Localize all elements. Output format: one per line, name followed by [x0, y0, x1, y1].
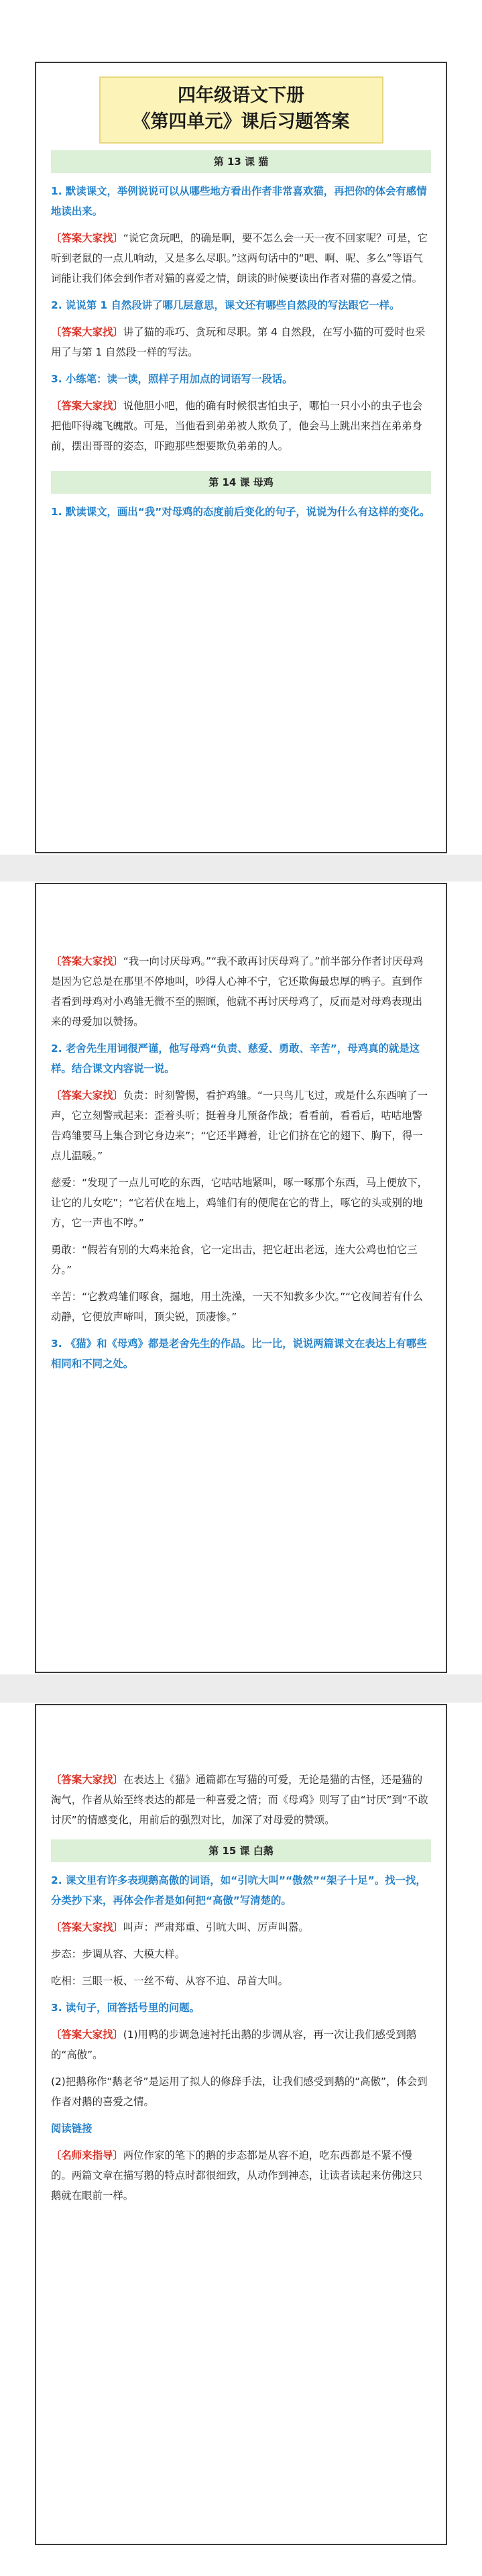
answer-tag: 〔答案大家找〕 — [51, 326, 123, 338]
l13-answer-3: 〔答案大家找〕说他胆小吧，他的确有时候很害怕虫子，哪怕一只小小的虫子也会把他吓得魂飞魄散。可是，当他看到弟弟被人欺负了，他会马上跳出来挡在弟弟身前，摆出哥哥的姿态，吓跑那些想要欺负弟弟的人。 — [51, 400, 423, 452]
l15-answer-2-chixiang: 吃相：三眼一板、一丝不苟、从容不迫、昂首大叫。 — [51, 1975, 288, 1987]
l15-question-2: 2. 课文里有许多表现鹅高傲的词语，如“引吭大叫”“傲然”“架子十足”。找一找，分类抄下来，再体会作者是如何把“高傲”写清楚的。 — [51, 1874, 426, 1907]
l15-answer-2-jiaosheng: 〔答案大家找〕叫声：严肃郑重、引吭大叫、厉声叫嚣。 — [51, 1921, 309, 1933]
l14-question-3: 3. 《猫》和《母鸡》都是老舍先生的作品。比一比，说说两篇课文在表达上有哪些相同和不同之处。 — [51, 1338, 427, 1370]
l13-question-1: 1. 默读课文，举例说说可以从哪些地方看出作者非常喜欢猫，再把你的体会有感情地读出来。 — [51, 185, 427, 217]
title-box — [99, 76, 383, 144]
l14-answer-2-xinku: 辛苦：“它教鸡雏们啄食，掘地，用土洗澡，一天不知教多少次。”“它夜间若有什么动静，它便放声啼叫，顶尖锐，顶凄惨。” — [51, 1291, 423, 1323]
l14-answer-1: 〔答案大家找〕“我一向讨厌母鸡。”“我不敢再讨厌母鸡了。”前半部分作者讨厌母鸡是因为它总是在那里不停地叫，吵得人心神不宁，它还欺侮最忠厚的鸭子。直到作者看到母鸡对小鸡雏无微不至的照顾，他就不再讨厌母鸡了，反而是对母鸡表现出来的母爱加以赞扬。 — [51, 955, 424, 1028]
l13-question-2: 2. 说说第 1 自然段讲了哪几层意思，课文还有哪些自然段的写法跟它一样。 — [51, 299, 400, 311]
reading-link-answer: 〔名师来指导〕两位作家的笔下的鹅的步态都是从容不迫，吃东西都是不紧不慢的。两篇文章在描写鹅的特点时都很细致，从动作到神态，让读者读起来仿佛这只鹅就在眼前一样。 — [51, 2149, 423, 2202]
l14-question-2: 2. 老舍先生用词很严谨，他写母鸡“负责、慈爱、勇敢、辛苦”，母鸡真的就是这样。结合课文内容说一说。 — [51, 1042, 420, 1075]
l13-answer-2: 〔答案大家找〕讲了猫的乖巧、贪玩和尽职。第 4 自然段，在写小猫的可爱时也采用了与第 1 自然段一样的写法。 — [51, 326, 426, 358]
document-page-2 — [35, 883, 447, 1673]
answer-tag: 〔答案大家找〕 — [51, 232, 123, 244]
l14-answer-2-ciai: 慈爱：“发现了一点儿可吃的东西，它咕咕地紧叫，啄一啄那个东西，马上便放下，让它的儿女吃”；“它若伏在地上，鸡雏们有的便爬在它的背上，啄它的头或别的地方，它一声也不哼。” — [51, 1177, 428, 1229]
l13-answer-1: 〔答案大家找〕“说它贪玩吧，的确是啊，要不怎么会一天一夜不回家呢？可是，它听到老鼠的一点儿响动，又是多么尽职。”这两句话中的“吧、啊、呢、多么”等语气词能让我们体会到作者对猫的喜爱之情，朗读的时候要读出作者对猫的喜爱之情。 — [51, 232, 428, 284]
l15-question-3: 3. 读句子，回答括号里的问题。 — [51, 2002, 200, 2014]
l14-answer-3: 〔答案大家找〕在表达上《猫》通篇都在写猫的可爱，无论是猫的古怪，还是猫的淘气，作者从始至终表达的都是一种喜爱之情；而《母鸡》则写了由“讨厌”到“不敢讨厌”的情感变化，用前后的强烈对比，加深了对母爱的赞颂。 — [51, 1774, 428, 1826]
l13-question-3: 3. 小练笔：读一读，照样子用加点的词语写一段话。 — [51, 373, 293, 385]
l14-answer-2-yonggan: 勇敢：“假若有别的大鸡来抢食，它一定出击，把它赶出老远，连大公鸡也怕它三分。” — [51, 1244, 418, 1276]
answer-tag: 〔答案大家找〕 — [51, 955, 123, 967]
document-page-3 — [35, 1704, 447, 2545]
l14-question-1: 1. 默读课文，画出“我”对母鸡的态度前后变化的句子，说说为什么有这样的变化。 — [51, 506, 430, 518]
document-page-1 — [35, 62, 447, 853]
lesson-15-heading: 第 15 课 白鹅 — [51, 1839, 431, 1862]
answer-tag: 〔答案大家找〕 — [51, 1774, 123, 1786]
page-title: 四年级语文下册 — [178, 85, 304, 106]
lesson-13-heading: 第 13 课 猫 — [51, 150, 431, 173]
page-subtitle: 《第四单元》课后习题答案 — [132, 111, 350, 132]
page-gap — [0, 855, 482, 881]
page-gap — [0, 1674, 482, 1703]
l15-answer-3-2: (2)把鹅称作“鹅老爷”是运用了拟人的修辞手法，让我们感受到鹅的“高傲”，体会到作者对鹅的喜爱之情。 — [51, 2076, 428, 2108]
l14-answer-2-fuze: 〔答案大家找〕负责：时刻警惕，看护鸡雏。“一只鸟儿飞过，或是什么东西响了一声，它立刻警戒起来：歪着头听；挺着身儿预备作战；看看前，看看后，咕咕地警告鸡雏要马上集合到它身边来”；“它还半蹲着，让它们挤在它的翅下、胸下，得一点儿温暖。” — [51, 1089, 428, 1162]
reading-link-heading: 阅读链接 — [51, 2123, 93, 2135]
answer-tag: 〔答案大家找〕 — [51, 2029, 123, 2041]
lesson-14-heading: 第 14 课 母鸡 — [51, 471, 431, 494]
answer-tag: 〔答案大家找〕 — [51, 1921, 123, 1933]
l15-answer-3-1: 〔答案大家找〕(1)用鸭的步调急速衬托出鹅的步调从容，再一次让我们感受到鹅的“高傲”。 — [51, 2029, 417, 2061]
l15-answer-2-butai: 步态：步调从容、大模大样。 — [51, 1948, 186, 1960]
answer-tag: 〔答案大家找〕 — [51, 400, 123, 412]
answer-tag: 〔答案大家找〕 — [51, 1089, 123, 1102]
teacher-tag: 〔名师来指导〕 — [51, 2149, 123, 2161]
